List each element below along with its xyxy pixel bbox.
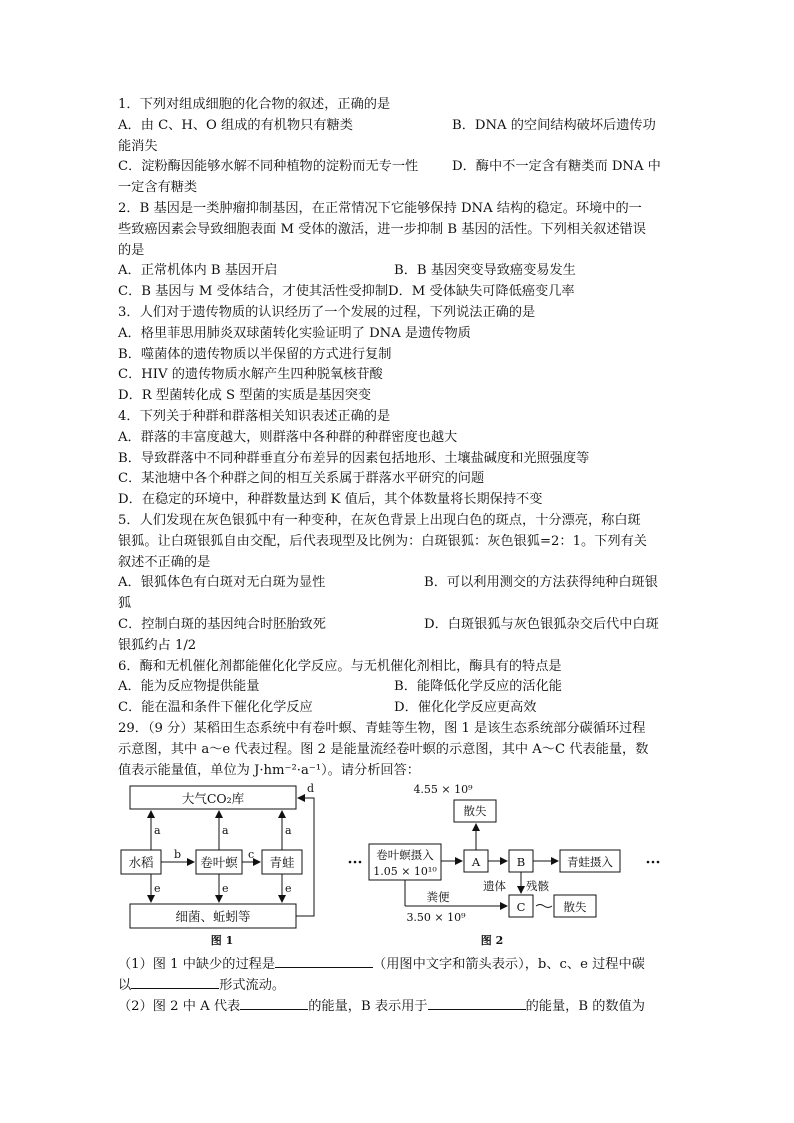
q29-stem-3: 值表示能量值，单位为 J·hm⁻²·a⁻¹）。请分析回答：: [118, 762, 420, 778]
respiration-value: 4.55 × 10⁹: [413, 783, 473, 796]
co2-pool-label: 大气CO₂库: [181, 791, 245, 806]
q29-part1b-text-post: 形式流动。: [219, 977, 286, 993]
intake-value: 1.05 × 10¹⁰: [373, 865, 437, 878]
q1-option-a: A．由 C、H、O 组成的有机物只有糖类: [118, 117, 353, 133]
q2-option-b: B．B 基因突变导致癌变易发生: [394, 263, 576, 279]
q6-options-cd: [118, 698, 678, 719]
figure-1-caption: 图 1: [210, 934, 234, 947]
decomposers-label: 细菌、蚯蚓等: [175, 909, 251, 924]
q4-option-b: B．导致群落中不同种群垂直分布差异的因素包括地形、土壤盐碱度和光照强度等: [118, 450, 590, 466]
q5-option-c: C．控制白斑的基因纯合时胚胎致死: [118, 616, 326, 632]
q1-stem: 1．下列对组成细胞的化合物的叙述，正确的是: [118, 97, 391, 112]
q29-part2-text-mid: 的能量，B 表示用于: [308, 998, 428, 1014]
remains-label: 遗体: [483, 879, 506, 893]
process-a-label-2: a: [222, 824, 229, 837]
q6-options-ab: [118, 677, 678, 698]
q6-option-d: D．催化化学反应更高效: [394, 700, 537, 716]
process-a-label-3: a: [285, 824, 292, 837]
q5-option-d-cont: 银狐约占 1/2: [118, 637, 197, 653]
frog-label: 青蛙: [269, 855, 295, 870]
q3-option-a: A．格里菲思用肺炎双球菌转化实验证明了 DNA 是遗传物质: [118, 325, 471, 341]
q1-option-b-cont: 能消失: [118, 138, 158, 154]
q29-part1-line2: [118, 973, 678, 994]
q5-stem-2: 银狐。让白斑银狐自由交配，后代表现型及比例为：白斑银狐：灰色银狐=2：1。下列有关: [118, 533, 647, 549]
q5-options-cd: [118, 615, 678, 636]
q4-option-d: D．在稳定的环境中，种群数量达到 K 值后，其个体数量将长期保持不变: [118, 492, 543, 508]
q29-part1-text-pre: （1）图 1 中缺少的过程是: [118, 957, 276, 972]
q29-part2-line1: [118, 994, 678, 1015]
q5-option-b-cont: 狐: [118, 596, 132, 612]
q6-option-b: B．能降低化学反应的活化能: [394, 679, 562, 695]
q3-option-b: B．噬菌体的遗传物质以半保留的方式进行复制: [118, 346, 392, 362]
process-c-label: c: [248, 848, 255, 861]
leaf-roller-label: 卷叶螟: [200, 855, 238, 870]
q29-part2-text-pre: （2）图 2 中 A 代表: [118, 998, 241, 1014]
q6-option-a: A．能为反应物提供能量: [118, 679, 260, 695]
q1-option-c: C．淀粉酶因能够水解不同种植物的淀粉而无专一性: [118, 159, 419, 175]
dissipation-label-1: 散失: [463, 804, 487, 818]
q4-stem: 4．下列关于种群和群落相关知识表述正确的是: [118, 408, 391, 424]
q29-subquestions: [118, 952, 678, 1014]
process-e-label-2: e: [222, 882, 229, 895]
q29-part1-line1: [118, 952, 678, 973]
feces-value: 3.50 × 10⁹: [406, 911, 466, 924]
question-text-block: [118, 95, 678, 781]
feces-label: 粪便: [426, 890, 450, 904]
process-e-label-1: e: [154, 882, 161, 895]
residue-label: 残骸: [526, 879, 549, 893]
process-e-label-3: e: [285, 882, 292, 895]
q3-stem: 3．人们对于遗传物质的认识经历了一个发展的过程，下列说法正确的是: [118, 304, 536, 320]
process-d-label: d: [307, 782, 315, 795]
q1-options-ab: [118, 116, 678, 137]
box-b-label: B: [516, 855, 526, 869]
q5-option-b: B．可以利用测交的方法获得纯种白斑银: [424, 575, 658, 591]
frog-intake-label: 青蛙摄入: [567, 855, 613, 869]
rice-label: 水稻: [128, 855, 154, 870]
q6-option-c: C．能在温和条件下催化化学反应: [118, 700, 313, 716]
q1-options-cd: [118, 157, 678, 178]
box-a-label: A: [471, 855, 481, 869]
q5-option-a: A．银狐体色有白斑对无白斑为显性: [118, 575, 326, 591]
trailing-dots: [647, 861, 660, 864]
answer-blank-3[interactable]: [240, 994, 308, 1010]
q2-option-a: A．正常机体内 B 基因开启: [118, 263, 278, 279]
dissipation-arrow: [536, 905, 552, 908]
q29-part1b-text-pre: 以: [118, 977, 132, 993]
q3-option-d: D．R 型菌转化成 S 型菌的实质是基因突变: [118, 388, 372, 404]
box-c-label: C: [516, 900, 526, 914]
q5-stem-1: 5．人们发现在灰色银狐中有一种变种，在灰色背景上出现白色的斑点，十分漂亮，称白斑: [118, 512, 641, 528]
answer-blank-2[interactable]: [131, 973, 219, 989]
q2-stem-3: 的是: [118, 242, 145, 258]
q6-stem: 6．酶和无机催化剂都能催化化学反应。与无机催化剂相比，酶具有的特点是: [118, 658, 562, 674]
q29-stem-2: 示意图，其中 a～e 代表过程。图 2 是能量流经卷叶螟的示意图，其中 A～C 代表能量，数: [118, 741, 649, 757]
q2-options-cd: C．B 基因与 M 受体结合，才使其活性受抑制D．M 受体缺失可降低癌变几率: [118, 284, 575, 300]
q4-option-c: C．某池塘中各个种群之间的相互关系属于群落水平研究的问题: [118, 471, 485, 487]
q1-option-d-cont: 一定含有糖类: [118, 180, 198, 196]
q2-stem-1: 2．B 基因是一类肿瘤抑制基因，在正常情况下它能够保持 DNA 结构的稳定。环境中的一: [118, 200, 642, 216]
q29-part2-text-post: 的能量，B 的数值为: [525, 998, 645, 1014]
answer-blank-1[interactable]: [275, 952, 373, 968]
answer-blank-4[interactable]: [428, 994, 526, 1010]
q2-options-ab: [118, 261, 678, 282]
q3-option-c: C．HIV 的遗传物质水解产生四种脱氧核苷酸: [118, 367, 383, 383]
q2-stem-2: 些致癌因素会导致细胞表面 M 受体的激活，进一步抑制 B 基因的活性。下列相关叙述错误: [118, 221, 646, 237]
q1-option-d: D．酶中不一定含有糖类而 DNA 中: [452, 159, 661, 175]
q29-stem-1: 29．（9 分）某稻田生态系统中有卷叶螟、青蛙等生物，图 1 是该生态系统部分碳循环过程: [118, 720, 646, 736]
process-b-label: b: [174, 848, 182, 861]
q5-options-ab: [118, 573, 678, 594]
process-a-label-1: a: [154, 824, 161, 837]
q29-part1-text-post: （用图中文字和箭头表示），b、c、e 过程中碳: [373, 957, 645, 972]
q5-stem-3: 叙述不正确的是: [118, 554, 211, 570]
dissipation-label-2: 散失: [563, 900, 587, 914]
intake-label: 卷叶螟摄入: [376, 848, 434, 862]
q5-option-d: D．白斑银狐与灰色银狐杂交后代中白斑: [424, 616, 659, 632]
figure-2-caption: 图 2: [480, 934, 504, 947]
leading-dots: [349, 861, 362, 864]
q4-option-a: A．群落的丰富度越大，则群落中各种群的种群密度也越大: [118, 429, 458, 445]
figures: [118, 778, 678, 950]
q1-option-b: B．DNA 的空间结构破坏后遗传功: [452, 117, 656, 133]
